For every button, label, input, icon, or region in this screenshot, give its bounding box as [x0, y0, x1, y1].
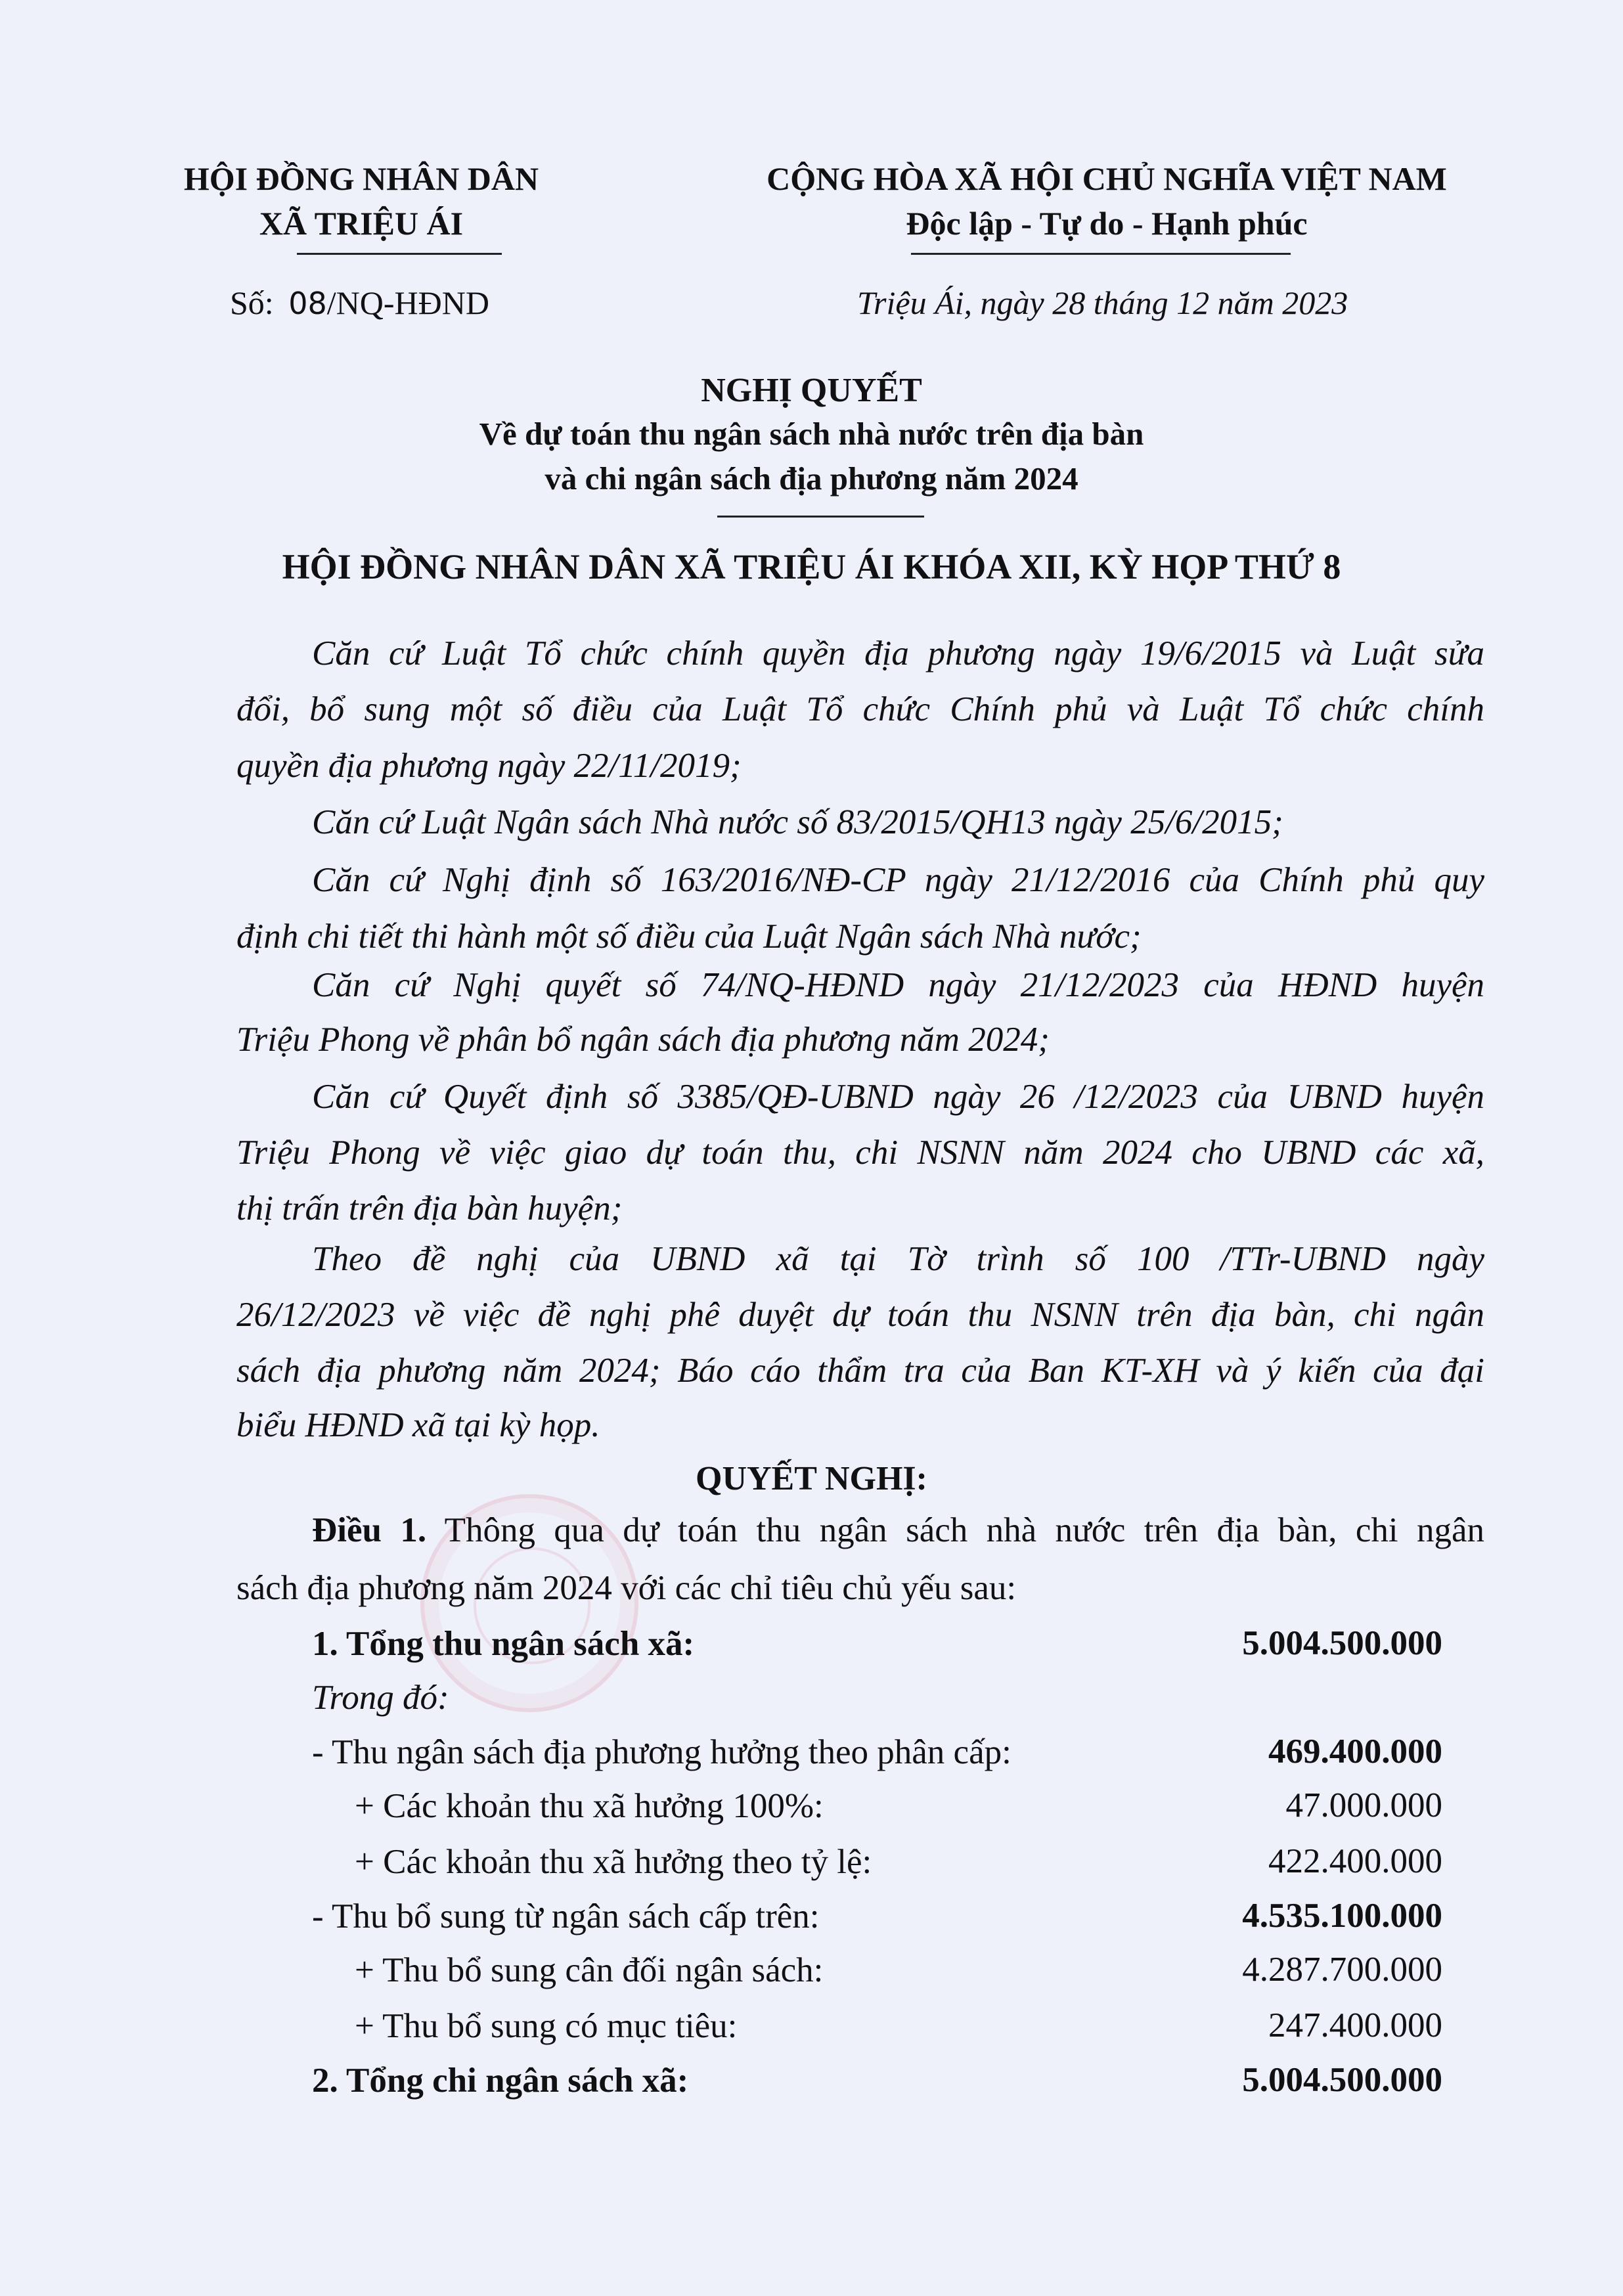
local-ratio-value: 422.400.000: [1268, 1842, 1442, 1880]
issuer-heading: HỘI ĐỒNG NHÂN DÂN XÃ TRIỆU ÁI KHÓA XII, KỲ HỌP THỨ 8: [282, 547, 1341, 586]
title-underline: [717, 516, 924, 518]
issuer-underline: [297, 253, 502, 255]
preamble-line: định chi tiết thi hành một số điều của Luật Ngân sách Nhà nước;: [236, 917, 1142, 956]
motto: Độc lập - Tự do - Hạnh phúc: [906, 205, 1308, 242]
article-1-line2: sách địa phương năm 2024 với các chỉ tiêu chủ yếu sau:: [236, 1569, 1017, 1607]
preamble-line: biểu HĐND xã tại kỳ họp.: [236, 1406, 600, 1444]
local-100-value: 47.000.000: [1285, 1786, 1442, 1824]
preamble-line: đổi, bổ sung một số điều của Luật Tổ chức Chính phủ và Luật Tổ chức chính: [236, 690, 1484, 728]
local-ratio-label: + Các khoản thu xã hưởng theo tỷ lệ:: [355, 1843, 872, 1881]
number-label: Số:: [230, 284, 274, 321]
country-name: CỘNG HÒA XÃ HỘI CHỦ NGHĨA VIỆT NAM: [767, 160, 1447, 197]
preamble-line: 26/12/2023 về việc đề nghị phê duyệt dự toán thu NSNN trên địa bàn, chi ngân: [236, 1296, 1484, 1334]
supplement-label: - Thu bổ sung từ ngân sách cấp trên:: [312, 1897, 820, 1935]
article-1-text: Thông qua dự toán thu ngân sách nhà nước trên địa bàn, chi ngân: [426, 1511, 1485, 1549]
supplement-value: 4.535.100.000: [1242, 1897, 1442, 1935]
preamble-line: Căn cứ Nghị định số 163/2016/NĐ-CP ngày 21/12/2016 của Chính phủ quy: [312, 861, 1484, 899]
supplement-balance-value: 4.287.700.000: [1242, 1951, 1442, 1989]
subject-line2: và chi ngân sách địa phương năm 2024: [545, 460, 1078, 497]
local-revenue-label: - Thu ngân sách địa phương hưởng theo phân cấp:: [312, 1733, 1012, 1771]
document-type: NGHỊ QUYẾT: [701, 372, 922, 409]
number-value: 08: [288, 286, 327, 321]
preamble-line: Căn cứ Luật Ngân sách Nhà nước số 83/2015/QH13 ngày 25/6/2015;: [312, 803, 1283, 841]
total-expense-label: 2. Tổng chi ngân sách xã:: [312, 2062, 689, 2100]
preamble-line: Căn cứ Quyết định số 3385/QĐ-UBND ngày 26 /12/2023 của UBND huyện: [312, 1078, 1484, 1116]
preamble-line: Căn cứ Nghị quyết số 74/NQ-HĐND ngày 21/12/2023 của HĐND huyện: [312, 966, 1484, 1004]
article-1-label: Điều 1.: [312, 1511, 427, 1549]
number-suffix: /NQ-HĐND: [326, 284, 489, 321]
total-expense-value: 5.004.500.000: [1242, 2061, 1442, 2099]
issuing-body-line2: XÃ TRIỆU ÁI: [259, 205, 464, 242]
in-which-label: Trong đó:: [312, 1679, 449, 1717]
preamble-line: quyền địa phương ngày 22/11/2019;: [236, 747, 742, 785]
document-number: [230, 284, 489, 322]
preamble-line: sách địa phương năm 2024; Báo cáo thẩm tra của Ban KT-XH và ý kiến của đại: [236, 1352, 1484, 1390]
place-date: Triệu Ái, ngày 28 tháng 12 năm 2023: [857, 284, 1348, 321]
issuing-body-line1: HỘI ĐỒNG NHÂN DÂN: [183, 160, 539, 197]
issuing-body: [164, 156, 558, 246]
supplement-balance-label: + Thu bổ sung cân đối ngân sách:: [355, 1951, 824, 1989]
national-motto: [723, 156, 1491, 246]
preamble-line: Triệu Phong về phân bổ ngân sách địa phương năm 2024;: [236, 1021, 1050, 1059]
preamble-line: Căn cứ Luật Tổ chức chính quyền địa phương ngày 19/6/2015 và Luật sửa: [312, 634, 1484, 673]
subject-line1: Về dự toán thu ngân sách nhà nước trên địa bàn: [479, 416, 1144, 452]
total-revenue-label: 1. Tổng thu ngân sách xã:: [312, 1625, 695, 1663]
article-1-line1: [312, 1511, 1484, 1550]
motto-underline: [911, 253, 1291, 255]
preamble-line: Theo đề nghị của UBND xã tại Tờ trình số 100 /TTr-UBND ngày: [312, 1240, 1484, 1278]
supplement-target-label: + Thu bổ sung có mục tiêu:: [355, 2007, 738, 2045]
supplement-target-value: 247.400.000: [1268, 2006, 1442, 2044]
local-revenue-value: 469.400.000: [1268, 1733, 1442, 1771]
decision-heading: QUYẾT NGHỊ:: [696, 1460, 927, 1497]
local-100-label: + Các khoản thu xã hưởng 100%:: [355, 1787, 824, 1825]
preamble-line: thị trấn trên địa bàn huyện;: [236, 1189, 623, 1227]
preamble-line: Triệu Phong về việc giao dự toán thu, chi NSNN năm 2024 cho UBND các xã,: [236, 1134, 1484, 1172]
total-revenue-value: 5.004.500.000: [1242, 1624, 1442, 1662]
